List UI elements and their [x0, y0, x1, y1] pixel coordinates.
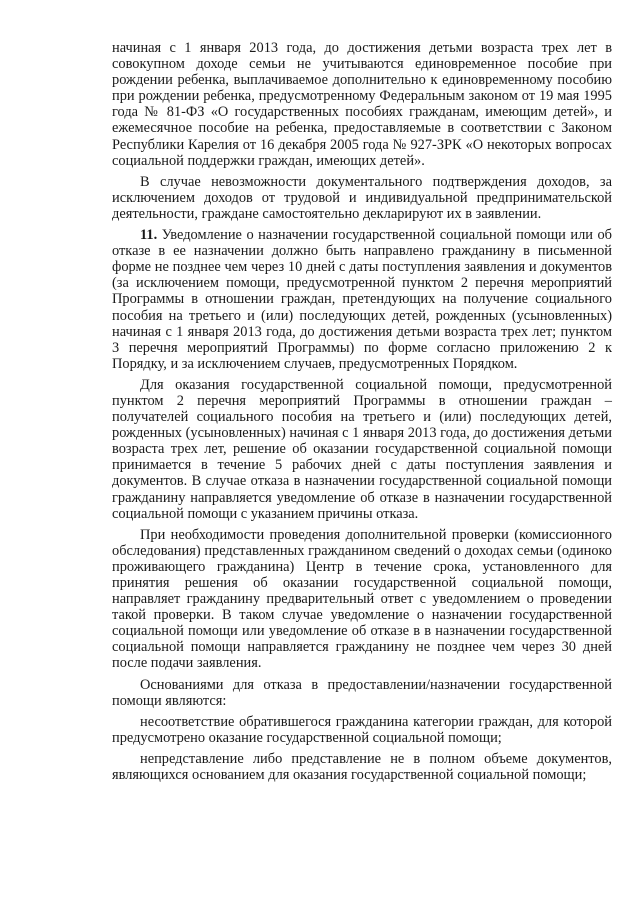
item-11-text: Уведомление о назначении государственной социальной помощи или об отказе в ее назначении должно быть направлено гражданину в письменной форме не позднее чем через 10 дней с даты поступления заявления и документов (за исключением помощи, предусмотренной пунктом 2 перечня мероприятий Программы в отношении граждан, претендующих на получение социального пособия на третьего и (или) последующих детей, рожденных (усыновленных) начиная с 1 января 2013 года, до достижения детьми возраста трех лет; пунктом 3 перечня мероприятий Программы) по форме согласно приложению 2 к Порядку, и за исключением случаев, предусмотренных Порядком. [112, 227, 612, 372]
paragraph-self-declaration: В случае невозможности документального подтверждения доходов, за исключением доходов от трудовой и индивидуальной предпринимательской деятельности, граждане самостоятельно декларируют их в заявлении. [112, 173, 612, 222]
paragraph-refusal-ground-documents: непредставление либо представление не в полном объеме документов, являющихся основанием для оказания государственной социальной помощи; [112, 750, 612, 784]
paragraph-decision-term: Для оказания государственной социальной помощи, предусмотренной пунктом 2 перечня мероприятий Программы в отношении граждан – получателей социального пособия на третьего и (или) последующих детей, рожденных (усыновленных) начиная с 1 января 2013 года, до достижения детьми возраста трех лет, решение об оказании государственной социальной помощи принимается в течение 5 рабочих дней с даты поступления заявления и документов. В случае отказа в назначении государственной социальной помощи гражданину направляется уведомление об отказе в назначении государственной социальной помощи с указанием причины отказа. [112, 376, 612, 522]
paragraph-refusal-grounds: Основаниями для отказа в предоставлении/назначении государственной помощи являются: [112, 676, 612, 709]
paragraph-income-exclusions: начиная с 1 января 2013 года, до достижения детьми возраста трех лет в совокупном доходе семьи не учитываются единовременное пособие при рождении ребенка, выплачиваемое дополнительно к единовременному пособию при рождении ребенка, предусмотренному Федеральным законом от 19 мая 1995 года № 81-ФЗ «О государственных пособиях гражданам, имеющим детей», и ежемесячное пособие на ребенка, предоставляемые в соответствии с Законом Республики Карелия от 16 декабря 2005 года № 927-ЗРК «О некоторых вопросах социальной поддержки граждан, имеющих детей». [112, 40, 612, 169]
item-number: 11. [140, 227, 158, 244]
paragraph-refusal-ground-category: несоответствие обратившегося гражданина категории граждан, для которой предусмотрено оказание государственной социальной помощи; [112, 713, 612, 746]
paragraph-additional-check: При необходимости проведения дополнительной проверки (комиссионного обследования) представленных гражданином сведений о доходах семьи (одиноко проживающего гражданина) Центр в течение срока, установленного для принятия решения об оказании государственной социальной помощи, направляет гражданину предварительный ответ с уведомлением о проведении такой проверки. В таком случае уведомление о назначении государственной социальной помощи или уведомление об отказе в в назначении государственной социальной помощи направляется гражданину не позднее чем через 30 дней после подачи заявления. [112, 526, 612, 672]
paragraph-item-11 [112, 227, 612, 372]
